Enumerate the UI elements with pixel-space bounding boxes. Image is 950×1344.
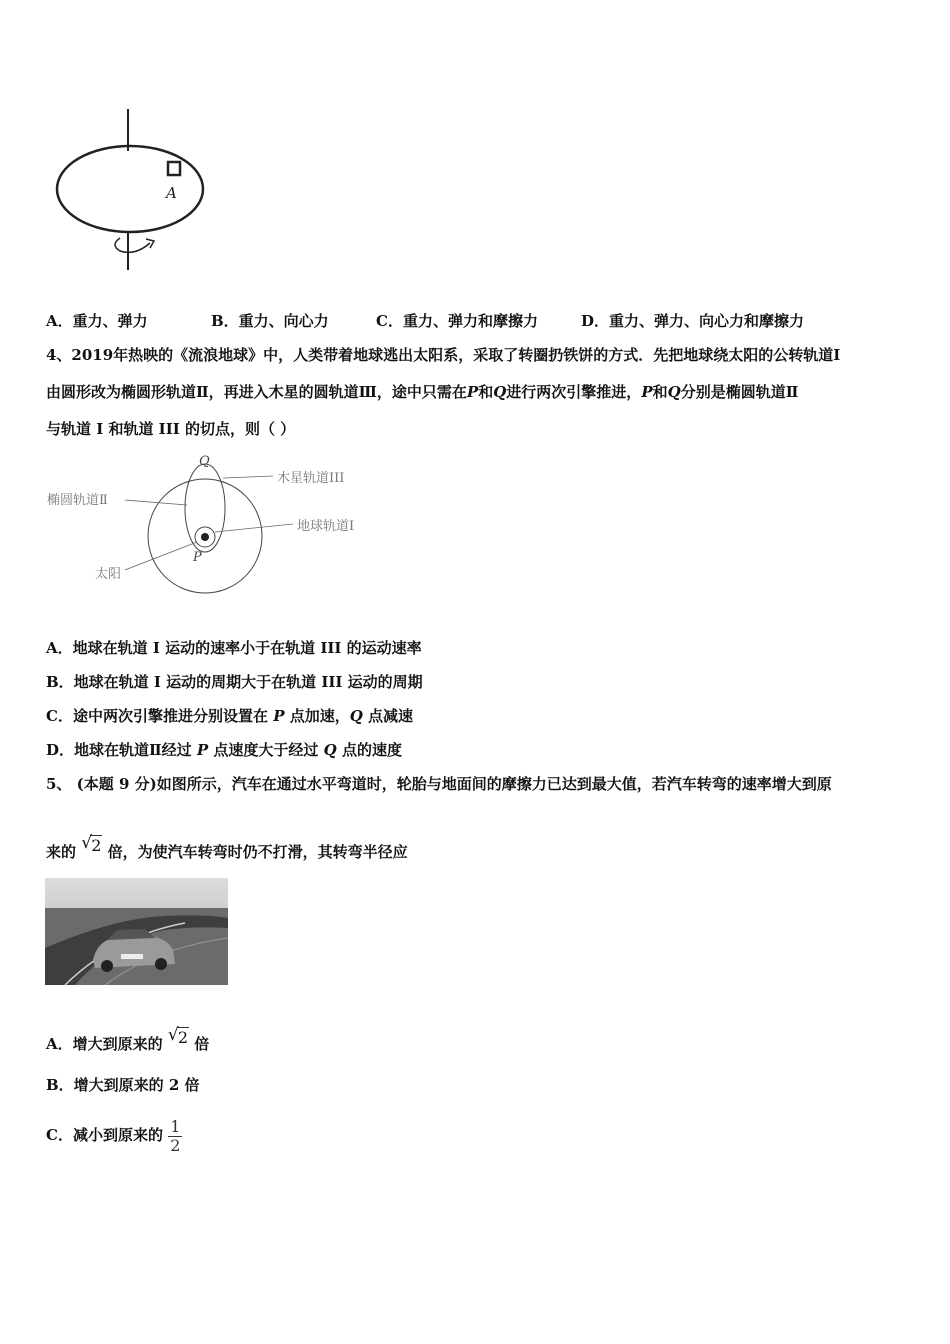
jupiter-orbit-label: 木星轨道III	[277, 471, 345, 486]
sun-label: 太阳	[95, 567, 122, 582]
q4-stem-line3: 与轨道 I 和轨道 III 的切点，则（ ）	[46, 420, 296, 438]
orbit-figure	[45, 450, 395, 600]
q4-option-c: C．途中两次引擎推进分别设置在 P 点加速，Q 点减速	[46, 707, 414, 725]
q4-option-a: A．地球在轨道 I 运动的速率小于在轨道 III 的运动速率	[46, 639, 422, 657]
q5-option-c: C．减小到原来的 $\frac{1}{2}$	[46, 1116, 181, 1155]
q3-option-c: C．重力、弹力和摩擦力	[376, 312, 538, 330]
point-p-label: P	[193, 550, 202, 565]
q4-option-b: B．地球在轨道 I 运动的周期大于在轨道 III 运动的周期	[46, 673, 423, 691]
q5-stem-line1: 5、 (本题 9 分)如图所示，汽车在通过水平弯道时，轮胎与地面间的摩擦力已达到最大值，若汽车转弯的速率增大到原	[46, 775, 832, 793]
q5-option-a: A．增大到原来的 √ 2 倍	[46, 1025, 210, 1053]
sqrt-two: √ 2	[81, 833, 102, 855]
block-label: A	[166, 184, 177, 202]
q5-stem-line2: 来的 √ 2 倍，为使汽车转弯时仍不打滑，其转弯半径应	[46, 833, 408, 861]
q3-option-d: D．重力、弹力、向心力和摩擦力	[581, 312, 805, 330]
q4-stem-line2: 由圆形改为椭圆形轨道Ⅱ，再进入木星的圆轨道Ⅲ，途中只需在P和Q进行两次引擎推进，P和Q分别是椭圆轨道Ⅱ	[46, 383, 799, 401]
sqrt-two: √ 2	[167, 1025, 189, 1047]
rotating-disc-figure	[50, 105, 210, 275]
q4-option-d: D．地球在轨道Ⅱ经过 P 点速度大于经过 Q 点的速度	[46, 741, 402, 759]
q3-option-a: A．重力、弹力	[46, 312, 148, 330]
car-curve-photo	[45, 878, 228, 985]
earth-orbit-label: 地球轨道Ⅰ	[297, 519, 355, 534]
q4-stem-line1: 4、2019年热映的《流浪地球》中，人类带着地球逃出太阳系，采取了转圈扔铁饼的方式．先把地球绕太阳的公转轨道I	[46, 346, 841, 364]
one-half-fraction: $\frac{1}{2}$	[170, 1116, 181, 1155]
ellipse-orbit-label: 椭圆轨道Ⅱ	[47, 493, 108, 508]
point-q-label: Q	[199, 454, 210, 469]
q5-option-b: B．增大到原来的 2 倍	[46, 1076, 200, 1094]
q3-option-b: B．重力、向心力	[211, 312, 329, 330]
